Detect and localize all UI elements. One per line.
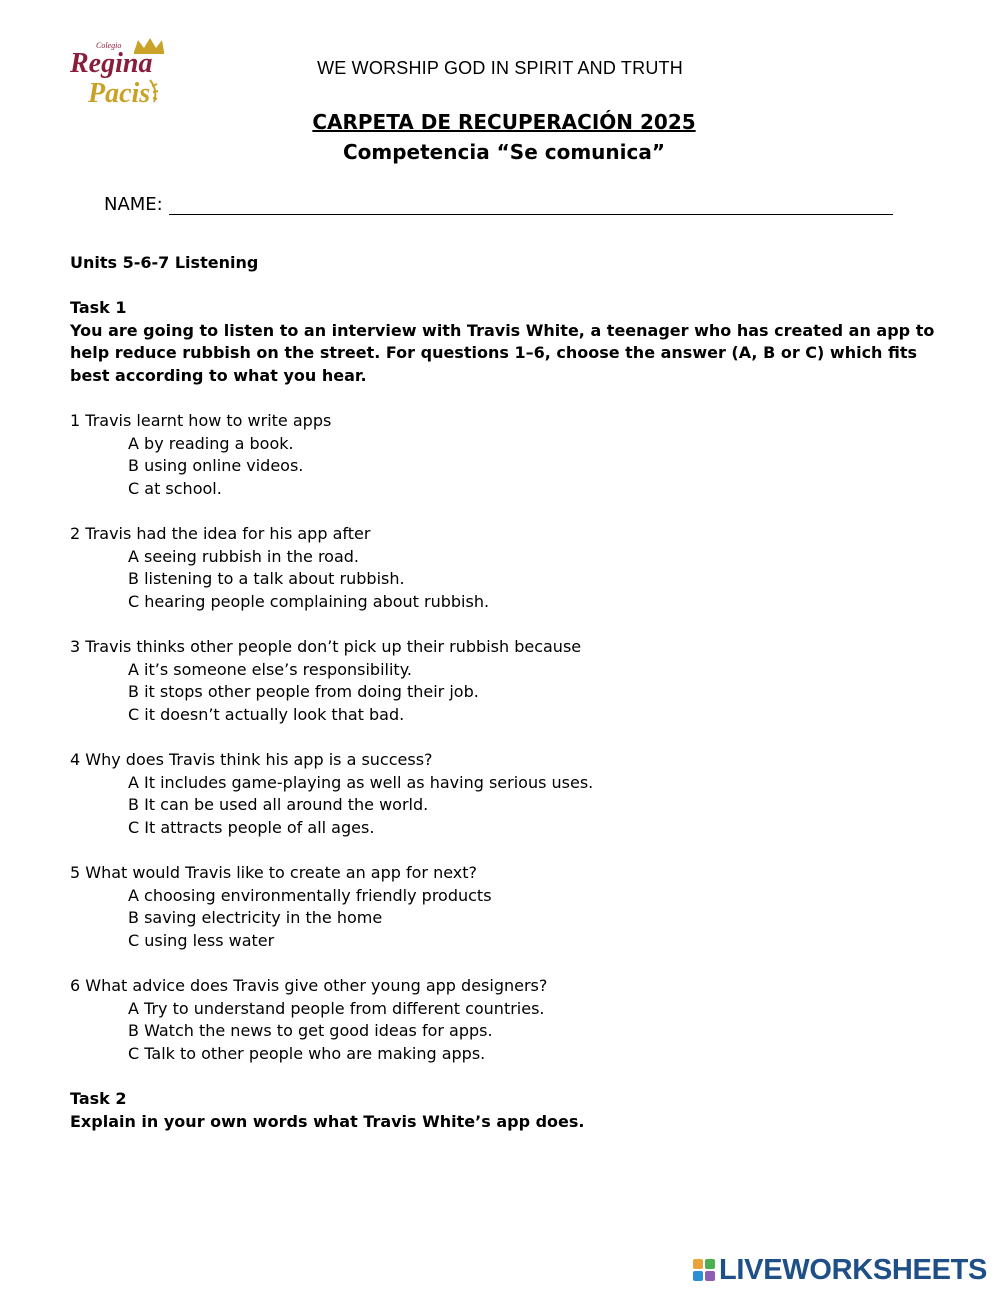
option-b[interactable]: B listening to a talk about rubbish. [128,569,405,589]
liveworksheets-logo-icon [693,1259,715,1281]
option-a[interactable]: A seeing rubbish in the road. [128,546,359,566]
question-text: 4 Why does Travis think his app is a success? [70,750,433,770]
question-2 [70,523,950,613]
option-c[interactable]: C hearing people complaining about rubbish. [128,591,490,611]
logo-line2: Pacis [88,78,151,109]
question-6 [70,975,950,1065]
question-1 [70,410,950,500]
option-b[interactable]: B It can be used all around the world. [128,795,429,815]
option-b[interactable]: B it stops other people from doing their job. [128,682,479,702]
question-text: 3 Travis thinks other people don’t pick up their rubbish because [70,637,582,657]
task1-instructions: You are going to listen to an interview with Travis White, a teenager who has created an app to help reduce rubbish on the street. For questions 1–6, choose the answer (A, B or C) which fits best according to what you hear. [70,320,935,385]
option-a[interactable]: A It includes game-playing as well as having serious uses. [128,772,594,792]
document-title: CARPETA DE RECUPERACIÓN 2025 [312,110,696,134]
logo-line1: Regina [70,48,153,79]
option-c[interactable]: C at school. [128,478,222,498]
option-b[interactable]: B Watch the news to get good ideas for apps. [128,1021,493,1041]
logo-small-text: Colegio [96,41,122,50]
question-3 [70,636,950,726]
option-a[interactable]: A it’s someone else’s responsibility. [128,659,412,679]
option-a[interactable]: A Try to understand people from different countries. [128,998,545,1018]
question-text: 1 Travis learnt how to write apps [70,411,332,431]
task2-instructions: Explain in your own words what Travis White’s app does. [70,1111,585,1131]
liveworksheets-brand [693,1255,987,1285]
name-input-line[interactable] [169,196,893,215]
option-c[interactable]: C Talk to other people who are making apps. [128,1043,486,1063]
task1-title: Task 1 [70,298,127,318]
question-4 [70,749,950,839]
document-subtitle: Competencia “Se comunica” [342,140,665,164]
brand-text: LIVEWORKSHEETS [719,1253,988,1286]
option-a[interactable]: A choosing environmentally friendly products [128,885,492,905]
question-text: 2 Travis had the idea for his app after [70,524,371,544]
option-b[interactable]: B using online videos. [128,456,304,476]
section-title: Units 5-6-7 Listening [70,253,259,272]
worksheet-body [70,252,950,1133]
name-label: NAME: [104,194,163,215]
name-row [104,194,893,215]
motto: WE WORSHIP GOD IN SPIRIT AND TRUTH [317,58,683,78]
question-text: 6 What advice does Travis give other young app designers? [70,976,548,995]
question-text: 5 What would Travis like to create an app for next? [70,863,478,883]
option-c[interactable]: C using less water [128,930,275,950]
task2-title: Task 2 [70,1088,127,1108]
option-a[interactable]: A by reading a book. [128,433,294,453]
question-5 [70,862,950,952]
option-c[interactable]: C It attracts people of all ages. [128,817,375,837]
option-b[interactable]: B saving electricity in the home [128,908,383,928]
option-c[interactable]: C it doesn’t actually look that bad. [128,704,405,724]
